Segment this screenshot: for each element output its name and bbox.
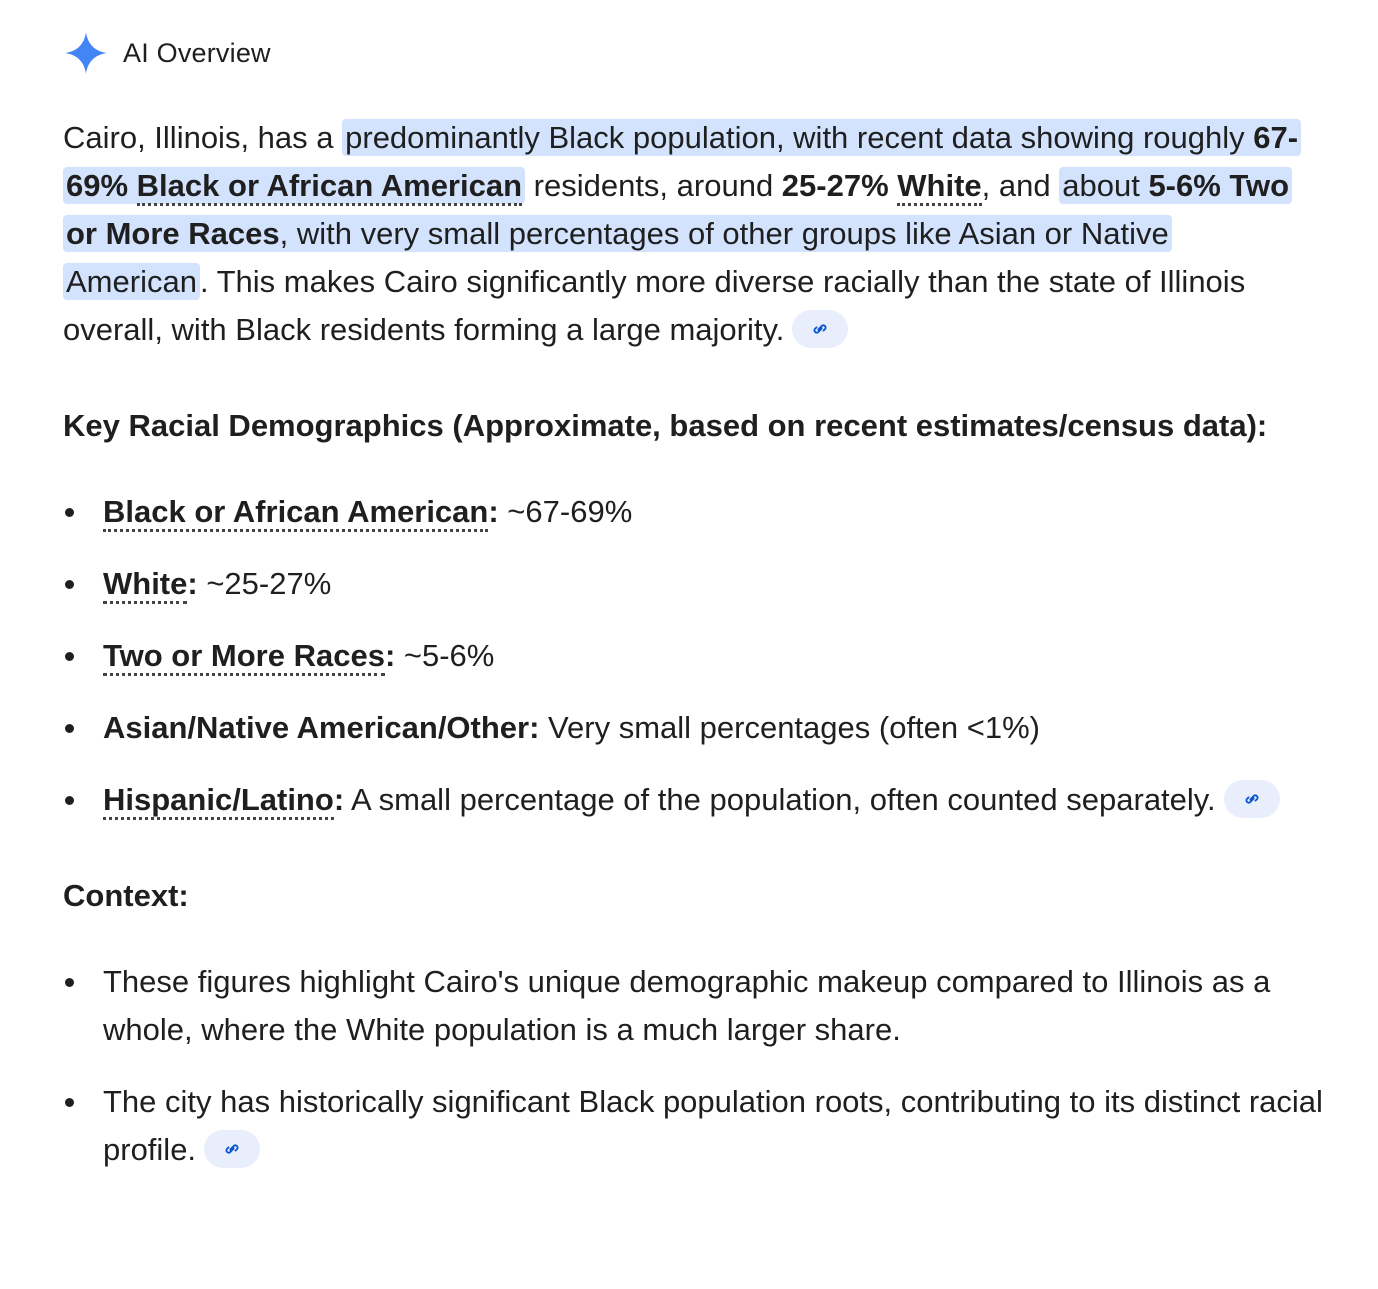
term-black-african-american[interactable]: Black or African American xyxy=(137,168,522,206)
item-value: Very small percentages (often <1%) xyxy=(539,710,1040,745)
list-item xyxy=(103,776,1333,824)
link-icon xyxy=(221,1138,243,1160)
list-item xyxy=(103,958,1333,1054)
list-item xyxy=(103,632,1333,680)
source-link-button[interactable] xyxy=(204,1130,260,1168)
intro-lead: Cairo, Illinois, has a xyxy=(63,120,343,155)
context-item-text: The city has historically significant Black population roots, contributing to its distinct racial profile. xyxy=(103,1084,1323,1167)
demographics-heading: Key Racial Demographics (Approximate, based on recent estimates/census data): xyxy=(63,408,1268,443)
intro-highlight-text-3: , with very small percentages of other groups like Asian or Native American xyxy=(66,216,1169,299)
source-link-button[interactable] xyxy=(792,310,848,348)
item-colon: : xyxy=(333,782,345,817)
list-item xyxy=(103,704,1333,752)
item-value: ~5-6% xyxy=(395,638,495,673)
intro-space-2 xyxy=(889,168,898,203)
intro-tail: . This makes Cairo significantly more diverse racially than the state of Illinois overall, with Black residents forming a large majority. xyxy=(63,264,1246,347)
intro-mid-text-2: , and xyxy=(981,168,1051,203)
item-value: ~25-27% xyxy=(197,566,332,601)
term-black-african-american-item[interactable]: Black or African American xyxy=(103,494,488,532)
intro-highlight-text-2: about xyxy=(1062,168,1149,203)
term-white-item[interactable]: White xyxy=(103,566,187,604)
source-link-button[interactable] xyxy=(1224,780,1280,818)
intro-space xyxy=(128,168,137,203)
item-colon: : xyxy=(488,494,499,529)
demographics-list xyxy=(63,488,1326,824)
list-item xyxy=(103,560,1333,608)
link-icon xyxy=(809,318,831,340)
item-colon: : xyxy=(384,638,396,673)
intro-white-percent: 25-27% xyxy=(781,168,889,203)
item-label: Asian/Native American/Other: xyxy=(103,710,540,745)
gemini-spark-icon xyxy=(63,30,109,76)
intro-mid-text: residents, around xyxy=(525,168,782,203)
intro-highlight-text: predominantly Black population, with recent data showing roughly xyxy=(345,120,1254,155)
ai-overview-header xyxy=(63,28,1326,78)
list-item xyxy=(103,488,1333,536)
intro-black-percent: 67-69% xyxy=(66,120,1299,203)
item-value: ~67-69% xyxy=(498,494,633,529)
item-colon: : xyxy=(187,566,198,601)
intro-two-races-percent: 5-6% Two or More Races xyxy=(66,168,1290,251)
term-white[interactable]: White xyxy=(897,168,981,206)
term-two-or-more-races-item[interactable]: Two or More Races xyxy=(103,638,385,676)
context-list xyxy=(63,958,1326,1174)
intro-paragraph xyxy=(63,114,1303,354)
context-item-text: These figures highlight Cairo's unique demographic makeup compared to Illinois as a whole, where the White population is a much larger share. xyxy=(103,964,1271,1047)
context-heading: Context: xyxy=(63,878,189,913)
term-hispanic-latino-item[interactable]: Hispanic/Latino xyxy=(103,782,334,820)
ai-overview-title: AI Overview xyxy=(123,37,271,68)
item-value: A small percentage of the population, often counted separately. xyxy=(344,782,1216,817)
list-item xyxy=(103,1078,1333,1174)
link-icon xyxy=(1241,788,1263,810)
